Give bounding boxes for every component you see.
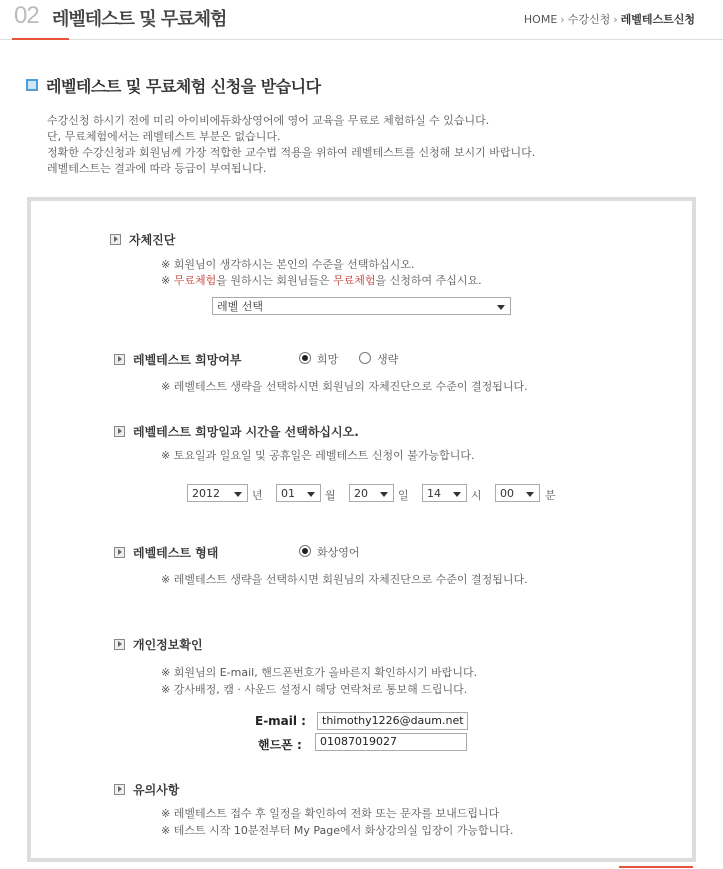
header-divider bbox=[0, 39, 723, 40]
minute-unit: 분 bbox=[545, 489, 556, 502]
radio-want-yes[interactable] bbox=[299, 351, 338, 367]
intro-line: 단, 무료체험에서는 레벨테스트 부분은 없습니다. bbox=[47, 130, 281, 143]
email-field-value: thimothy1226@daum.net bbox=[322, 714, 464, 727]
radio-video-english-label: 화상영어 bbox=[317, 546, 360, 559]
personal-info-title bbox=[114, 636, 203, 653]
self-diagnosis-title bbox=[110, 231, 175, 248]
datetime-title bbox=[114, 423, 359, 440]
section-title-text: 레벨테스트 및 무료체험 신청을 받습니다 bbox=[46, 77, 321, 96]
arrow-bullet-icon bbox=[114, 354, 125, 365]
minute-value: 00 bbox=[500, 487, 514, 500]
month-unit: 월 bbox=[325, 489, 336, 502]
personal-info-label: 개인정보확인 bbox=[133, 638, 203, 652]
intro-line: 레벨테스트는 결과에 따라 등급이 부여됩니다. bbox=[47, 162, 267, 175]
bottom-accent-line bbox=[619, 866, 693, 868]
radio-want-no[interactable] bbox=[359, 351, 398, 367]
want-test-label: 레벨테스트 희망여부 bbox=[133, 353, 242, 367]
dropdown-arrow-icon bbox=[380, 492, 388, 497]
dropdown-arrow-icon bbox=[526, 492, 534, 497]
personal-info-note: ※ 회원님의 E-mail, 핸드폰번호가 올바른지 확인하시기 바랍니다. bbox=[161, 666, 478, 679]
radio-checked-icon[interactable] bbox=[299, 545, 311, 557]
notice-label: 유의사항 bbox=[133, 783, 180, 797]
phone-field-value: 01087019027 bbox=[320, 735, 397, 748]
dropdown-arrow-icon bbox=[234, 492, 242, 497]
section-title bbox=[26, 74, 321, 97]
month-value: 01 bbox=[281, 487, 295, 500]
breadcrumb-course[interactable]: 수강신청 bbox=[567, 13, 611, 26]
arrow-bullet-icon bbox=[114, 784, 125, 795]
day-select[interactable] bbox=[349, 484, 394, 502]
free-trial-note: ※ 무료체험을 원하시는 회원님들은 무료체험을 신청하여 주십시요. bbox=[161, 274, 482, 287]
radio-unchecked-icon[interactable] bbox=[359, 352, 371, 364]
square-bullet-icon bbox=[26, 79, 38, 91]
test-type-note: ※ 레벨테스트 생략을 선택하시면 회원님의 자체진단으로 수준이 결정됩니다. bbox=[161, 573, 528, 586]
arrow-bullet-icon bbox=[110, 234, 121, 245]
day-value: 20 bbox=[354, 487, 368, 500]
hour-select[interactable] bbox=[422, 484, 467, 502]
chevron-right-icon: › bbox=[613, 13, 618, 26]
page-title: 레벨테스트 및 무료체험 bbox=[52, 9, 227, 30]
breadcrumb bbox=[524, 11, 695, 27]
want-test-note: ※ 레벨테스트 생략을 선택하시면 회원님의 자체진단으로 수준이 결정됩니다. bbox=[161, 380, 528, 393]
year-select[interactable] bbox=[187, 484, 248, 502]
free-trial-highlight: 무료체험 bbox=[173, 274, 217, 287]
page-number: 02 bbox=[14, 2, 39, 29]
intro-text bbox=[47, 113, 535, 177]
radio-checked-icon[interactable] bbox=[299, 352, 311, 364]
dropdown-arrow-icon bbox=[307, 492, 315, 497]
breadcrumb-home[interactable]: HOME bbox=[523, 13, 558, 26]
header-accent-line bbox=[12, 38, 69, 40]
month-select[interactable] bbox=[276, 484, 321, 502]
level-select[interactable] bbox=[212, 297, 511, 315]
self-diagnosis-note: ※ 회원님이 생각하시는 본인의 수준을 선택하십시오. bbox=[161, 258, 415, 271]
dropdown-arrow-icon bbox=[497, 305, 505, 310]
email-label: E-mail : bbox=[255, 714, 306, 728]
year-value: 2012 bbox=[192, 487, 220, 500]
notice-note: ※ 테스트 시작 10분전부터 My Page에서 화상강의실 입장이 가능합니다. bbox=[161, 824, 514, 837]
arrow-bullet-icon bbox=[114, 426, 125, 437]
intro-line: 정확한 수강신청과 회원님께 가장 적합한 교수법 적용을 위하여 레벨테스트를 신청해 보시기 바랍니다. bbox=[47, 146, 536, 159]
minute-select[interactable] bbox=[495, 484, 540, 502]
datetime-label: 레벨테스트 희망일과 시간을 선택하십시오. bbox=[133, 425, 359, 439]
notice-note: ※ 레벨테스트 접수 후 일정을 확인하여 전화 또는 문자를 보내드립니다 bbox=[161, 807, 500, 820]
breadcrumb-current: 레벨테스트신청 bbox=[620, 13, 695, 26]
notice-title bbox=[114, 781, 179, 798]
year-unit: 년 bbox=[252, 489, 263, 502]
hour-value: 14 bbox=[427, 487, 441, 500]
day-unit: 일 bbox=[398, 489, 409, 502]
phone-label: 핸드폰 : bbox=[258, 738, 302, 752]
phone-field[interactable] bbox=[315, 733, 467, 751]
test-type-label: 레벨테스트 형태 bbox=[133, 546, 219, 560]
personal-info-note: ※ 강사배정, 캠 · 사운드 설정시 해당 연락처로 통보해 드립니다. bbox=[161, 683, 468, 696]
self-diagnosis-label: 자체진단 bbox=[129, 233, 176, 247]
free-trial-highlight: 무료체험 bbox=[332, 274, 376, 287]
radio-want-yes-label: 희망 bbox=[317, 353, 339, 366]
chevron-right-icon: › bbox=[560, 13, 565, 26]
hour-unit: 시 bbox=[471, 489, 482, 502]
arrow-bullet-icon bbox=[114, 547, 125, 558]
radio-video-english[interactable] bbox=[299, 544, 360, 560]
test-type-title bbox=[114, 544, 218, 561]
datetime-note: ※ 토요일과 일요일 및 공휴일은 레벨테스트 신청이 불가능합니다. bbox=[161, 449, 475, 462]
level-select-value: 레벨 선택 bbox=[217, 300, 264, 313]
arrow-bullet-icon bbox=[114, 639, 125, 650]
want-test-title bbox=[114, 351, 242, 368]
email-field[interactable] bbox=[317, 712, 468, 730]
radio-want-no-label: 생략 bbox=[377, 353, 399, 366]
dropdown-arrow-icon bbox=[453, 492, 461, 497]
intro-line: 수강신청 하시기 전에 미리 아이비에듀화상영어에 영어 교육을 무료로 체험하실 수 있습니다. bbox=[47, 114, 490, 127]
